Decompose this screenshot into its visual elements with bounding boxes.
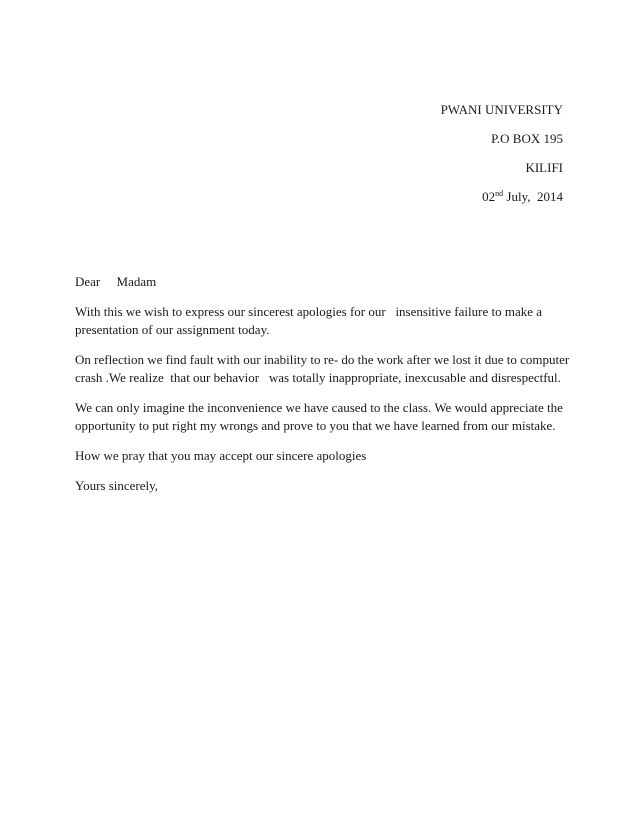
paragraph-line: We can only imagine the inconvenience we have caused to the class. We would appreciate the <box>75 400 563 415</box>
salutation: Dear Madam <box>75 274 157 289</box>
closing: Yours sincerely, <box>75 478 159 493</box>
date-suffix: nd <box>495 189 504 198</box>
paragraph-reflection <box>75 351 575 387</box>
letter-date <box>263 182 563 211</box>
paragraph-line: opportunity to put right my wrongs and prove to you that we have learned from our mistake. <box>75 418 556 433</box>
paragraph-prayer <box>75 447 575 465</box>
paragraph-apology <box>75 303 575 339</box>
paragraph-line: crash .We realize that our behavior was totally inappropriate, inexcusable and disrespectful. <box>75 370 561 385</box>
paragraph-line: On reflection we find fault with our inability to re- do the work after we lost it due to computer <box>75 352 570 367</box>
paragraph-line: How we pray that you may accept our sincere apologies <box>75 448 367 463</box>
date-month-year: July, 2014 <box>503 189 563 204</box>
paragraph-line: presentation of our assignment today. <box>75 322 270 337</box>
date-day: 02 <box>482 189 496 204</box>
paragraph-line: With this we wish to express our sincerest apologies for our insensitive failure to make a <box>75 304 543 319</box>
sender-address <box>263 95 563 211</box>
city: KILIFI <box>525 160 563 175</box>
po-box: P.O BOX 195 <box>491 131 563 146</box>
paragraph-inconvenience <box>75 399 575 435</box>
university-name: PWANI UNIVERSITY <box>440 102 563 117</box>
letter-body <box>75 273 575 495</box>
